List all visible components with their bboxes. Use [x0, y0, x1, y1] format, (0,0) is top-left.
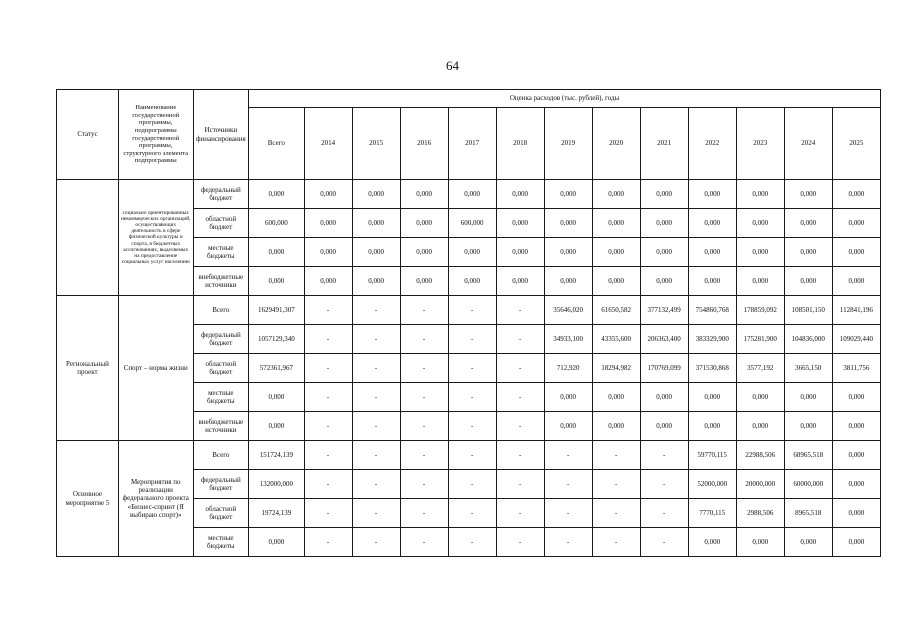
- cell-year-value: -: [352, 441, 400, 470]
- funding-source: внебюджетные источники: [193, 412, 248, 441]
- cell-year-value: 0,000: [736, 412, 784, 441]
- cell-year-value: -: [304, 499, 352, 528]
- cell-year-value: 2988,506: [736, 499, 784, 528]
- cell-year-value: 0,000: [784, 209, 832, 238]
- cell-year-value: 0,000: [640, 209, 688, 238]
- cell-year-value: -: [544, 528, 592, 557]
- cell-year-value: 0,000: [448, 180, 496, 209]
- cell-year-value: -: [592, 441, 640, 470]
- cell-year-value: 18294,982: [592, 354, 640, 383]
- row-name: Спорт – норма жизни: [118, 296, 193, 441]
- cell-total: 0,000: [249, 383, 304, 412]
- cell-year-value: 61650,582: [592, 296, 640, 325]
- header-estimate: Оценка расходов (тыс. рублей), годы: [249, 90, 881, 108]
- cell-year-value: 3811,756: [832, 354, 880, 383]
- cell-total: 600,000: [249, 209, 304, 238]
- table-row: [57, 296, 881, 325]
- row-name: Мероприятия по реализации федерального проекта «Бизнес-спринт (Я выбираю спорт)»: [118, 441, 193, 557]
- cell-total: 19724,139: [249, 499, 304, 528]
- cell-year-value: 0,000: [592, 238, 640, 267]
- header-col-2020: 2020: [592, 108, 640, 180]
- cell-year-value: -: [496, 325, 544, 354]
- cell-year-value: 0,000: [496, 180, 544, 209]
- cell-year-value: 0,000: [352, 209, 400, 238]
- header-source: Источники финансирования: [193, 90, 248, 180]
- header-col-2024: 2024: [784, 108, 832, 180]
- cell-total: 151724,139: [249, 441, 304, 470]
- cell-year-value: 0,000: [544, 180, 592, 209]
- cell-year-value: -: [400, 499, 448, 528]
- funding-source: федеральный бюджет: [193, 180, 248, 209]
- funding-source: местные бюджеты: [193, 238, 248, 267]
- cell-year-value: -: [544, 441, 592, 470]
- funding-source: внебюджетные источники: [193, 267, 248, 296]
- cell-year-value: -: [448, 383, 496, 412]
- cell-year-value: -: [640, 441, 688, 470]
- header-col-2016: 2016: [400, 108, 448, 180]
- cell-year-value: 0,000: [688, 412, 736, 441]
- cell-year-value: 0,000: [592, 209, 640, 238]
- funding-source: местные бюджеты: [193, 383, 248, 412]
- cell-year-value: 20000,000: [736, 470, 784, 499]
- cell-year-value: 0,000: [544, 238, 592, 267]
- header-col-2018: 2018: [496, 108, 544, 180]
- cell-year-value: 0,000: [640, 267, 688, 296]
- cell-year-value: 0,000: [448, 267, 496, 296]
- cell-year-value: -: [352, 325, 400, 354]
- cell-year-value: -: [592, 528, 640, 557]
- cell-year-value: -: [496, 528, 544, 557]
- cell-year-value: -: [448, 499, 496, 528]
- row-status: Региональный проект: [57, 296, 119, 441]
- cell-year-value: -: [304, 354, 352, 383]
- cell-year-value: 0,000: [736, 267, 784, 296]
- cell-year-value: 108501,150: [784, 296, 832, 325]
- cell-year-value: 0,000: [832, 267, 880, 296]
- cell-total: 1057129,340: [249, 325, 304, 354]
- cell-year-value: 0,000: [784, 238, 832, 267]
- cell-year-value: 0,000: [688, 180, 736, 209]
- cell-year-value: -: [352, 528, 400, 557]
- cell-year-value: 0,000: [736, 180, 784, 209]
- cell-year-value: 206363,400: [640, 325, 688, 354]
- cell-year-value: 112841,196: [832, 296, 880, 325]
- cell-year-value: 0,000: [736, 209, 784, 238]
- cell-year-value: -: [304, 441, 352, 470]
- header-col-2017: 2017: [448, 108, 496, 180]
- cell-year-value: 371530,868: [688, 354, 736, 383]
- header-col-2015: 2015: [352, 108, 400, 180]
- page-number: 64: [446, 58, 459, 73]
- expense-table: [56, 89, 881, 557]
- cell-year-value: -: [304, 296, 352, 325]
- cell-year-value: 8965,518: [784, 499, 832, 528]
- cell-year-value: -: [448, 354, 496, 383]
- cell-year-value: 0,000: [688, 267, 736, 296]
- row-status: Основное мероприятие 5: [57, 441, 119, 557]
- cell-year-value: -: [448, 441, 496, 470]
- cell-year-value: 0,000: [592, 412, 640, 441]
- cell-year-value: -: [448, 528, 496, 557]
- cell-year-value: 35646,020: [544, 296, 592, 325]
- cell-year-value: -: [448, 412, 496, 441]
- cell-total: 132000,000: [249, 470, 304, 499]
- cell-year-value: 22988,506: [736, 441, 784, 470]
- cell-year-value: -: [304, 470, 352, 499]
- cell-year-value: -: [352, 412, 400, 441]
- cell-year-value: -: [496, 296, 544, 325]
- cell-year-value: 0,000: [400, 180, 448, 209]
- cell-total: 0,000: [249, 267, 304, 296]
- row-name: социально ориентированных некоммерческих организаций, осуществляющих деятельность в сфере физической культуры и спорта, в бюджетных ассигнованиях, выделяемых на предоставление социальных услуг населению: [118, 180, 193, 296]
- funding-source: областной бюджет: [193, 354, 248, 383]
- table-row: [57, 180, 881, 209]
- cell-year-value: 60000,000: [784, 470, 832, 499]
- header-col-2022: 2022: [688, 108, 736, 180]
- cell-year-value: 0,000: [544, 267, 592, 296]
- cell-year-value: 0,000: [304, 209, 352, 238]
- funding-source: федеральный бюджет: [193, 470, 248, 499]
- cell-year-value: -: [400, 325, 448, 354]
- funding-source: областной бюджет: [193, 499, 248, 528]
- header-col-total: Всего: [249, 108, 304, 180]
- cell-year-value: 0,000: [784, 412, 832, 441]
- cell-year-value: 0,000: [400, 209, 448, 238]
- cell-year-value: 52000,000: [688, 470, 736, 499]
- cell-year-value: -: [352, 354, 400, 383]
- cell-year-value: 712,920: [544, 354, 592, 383]
- funding-source: областной бюджет: [193, 209, 248, 238]
- cell-total: 0,000: [249, 238, 304, 267]
- cell-year-value: 3665,150: [784, 354, 832, 383]
- cell-year-value: -: [448, 470, 496, 499]
- row-status: [57, 180, 119, 296]
- cell-year-value: -: [400, 383, 448, 412]
- header-status: Статус: [57, 90, 119, 180]
- cell-year-value: -: [496, 499, 544, 528]
- cell-year-value: -: [400, 296, 448, 325]
- cell-year-value: 377132,499: [640, 296, 688, 325]
- cell-year-value: 0,000: [688, 209, 736, 238]
- cell-year-value: 0,000: [544, 209, 592, 238]
- cell-year-value: 34933,100: [544, 325, 592, 354]
- cell-year-value: -: [592, 499, 640, 528]
- cell-year-value: 0,000: [448, 238, 496, 267]
- cell-year-value: 0,000: [592, 180, 640, 209]
- cell-year-value: 0,000: [640, 412, 688, 441]
- cell-year-value: -: [400, 441, 448, 470]
- cell-year-value: -: [496, 383, 544, 412]
- cell-year-value: 175281,900: [736, 325, 784, 354]
- cell-year-value: 0,000: [352, 238, 400, 267]
- cell-year-value: 104836,000: [784, 325, 832, 354]
- cell-year-value: 170769,099: [640, 354, 688, 383]
- cell-year-value: -: [496, 441, 544, 470]
- header-col-2025: 2025: [832, 108, 880, 180]
- cell-year-value: -: [448, 325, 496, 354]
- cell-year-value: -: [304, 383, 352, 412]
- cell-year-value: 0,000: [496, 267, 544, 296]
- cell-year-value: 0,000: [832, 441, 880, 470]
- cell-year-value: -: [640, 499, 688, 528]
- cell-total: 572361,967: [249, 354, 304, 383]
- cell-year-value: 0,000: [688, 383, 736, 412]
- cell-year-value: -: [544, 499, 592, 528]
- cell-year-value: -: [352, 470, 400, 499]
- cell-year-value: 0,000: [736, 528, 784, 557]
- cell-year-value: -: [496, 412, 544, 441]
- cell-year-value: -: [400, 470, 448, 499]
- cell-year-value: 0,000: [304, 238, 352, 267]
- cell-year-value: -: [352, 296, 400, 325]
- cell-year-value: 0,000: [304, 267, 352, 296]
- cell-year-value: 0,000: [400, 238, 448, 267]
- header-col-2014: 2014: [304, 108, 352, 180]
- cell-year-value: -: [640, 528, 688, 557]
- cell-year-value: 0,000: [592, 267, 640, 296]
- funding-source: Всего: [193, 296, 248, 325]
- cell-year-value: 0,000: [832, 528, 880, 557]
- header-col-2021: 2021: [640, 108, 688, 180]
- cell-year-value: 0,000: [784, 383, 832, 412]
- cell-year-value: 0,000: [832, 383, 880, 412]
- cell-year-value: 68965,518: [784, 441, 832, 470]
- cell-total: 0,000: [249, 180, 304, 209]
- cell-year-value: 3577,192: [736, 354, 784, 383]
- header-col-2023: 2023: [736, 108, 784, 180]
- cell-year-value: 383329,900: [688, 325, 736, 354]
- cell-year-value: -: [400, 412, 448, 441]
- cell-year-value: 0,000: [592, 383, 640, 412]
- cell-year-value: 0,000: [832, 412, 880, 441]
- cell-year-value: 0,000: [304, 180, 352, 209]
- cell-year-value: -: [304, 325, 352, 354]
- cell-year-value: -: [496, 354, 544, 383]
- cell-year-value: -: [352, 383, 400, 412]
- cell-year-value: 0,000: [544, 412, 592, 441]
- cell-year-value: 0,000: [784, 267, 832, 296]
- cell-year-value: -: [304, 528, 352, 557]
- cell-year-value: 0,000: [832, 180, 880, 209]
- header-name: Наименование государственной программы, подпрограммы государственной программы, структурного элемента подпрограммы: [118, 90, 193, 180]
- cell-year-value: 0,000: [736, 383, 784, 412]
- cell-year-value: 0,000: [400, 267, 448, 296]
- table-row: [57, 441, 881, 470]
- cell-year-value: 0,000: [640, 238, 688, 267]
- cell-year-value: 0,000: [688, 528, 736, 557]
- cell-year-value: -: [592, 470, 640, 499]
- cell-year-value: -: [352, 499, 400, 528]
- cell-year-value: 0,000: [352, 267, 400, 296]
- funding-source: местные бюджеты: [193, 528, 248, 557]
- cell-year-value: 59770,115: [688, 441, 736, 470]
- cell-year-value: 600,000: [448, 209, 496, 238]
- cell-total: 1629491,307: [249, 296, 304, 325]
- cell-year-value: 0,000: [832, 499, 880, 528]
- cell-year-value: 0,000: [736, 238, 784, 267]
- cell-year-value: 0,000: [832, 470, 880, 499]
- cell-year-value: -: [400, 528, 448, 557]
- cell-year-value: -: [448, 296, 496, 325]
- cell-year-value: 0,000: [496, 238, 544, 267]
- cell-year-value: -: [496, 470, 544, 499]
- cell-year-value: 0,000: [832, 209, 880, 238]
- cell-year-value: 0,000: [544, 383, 592, 412]
- cell-total: 0,000: [249, 528, 304, 557]
- cell-year-value: 0,000: [640, 383, 688, 412]
- cell-year-value: -: [400, 354, 448, 383]
- cell-year-value: 7770,115: [688, 499, 736, 528]
- cell-year-value: 0,000: [784, 528, 832, 557]
- header-col-2019: 2019: [544, 108, 592, 180]
- funding-source: федеральный бюджет: [193, 325, 248, 354]
- cell-year-value: 109029,440: [832, 325, 880, 354]
- table-body: [57, 90, 881, 557]
- cell-year-value: -: [544, 470, 592, 499]
- cell-year-value: 0,000: [352, 180, 400, 209]
- cell-year-value: 754860,768: [688, 296, 736, 325]
- cell-year-value: -: [640, 470, 688, 499]
- cell-year-value: 0,000: [496, 209, 544, 238]
- cell-year-value: 178859,092: [736, 296, 784, 325]
- cell-year-value: 0,000: [640, 180, 688, 209]
- funding-source: Всего: [193, 441, 248, 470]
- header-row: [57, 90, 881, 108]
- cell-year-value: 43355,600: [592, 325, 640, 354]
- cell-year-value: 0,000: [832, 238, 880, 267]
- cell-total: 0,000: [249, 412, 304, 441]
- cell-year-value: 0,000: [688, 238, 736, 267]
- cell-year-value: 0,000: [784, 180, 832, 209]
- cell-year-value: -: [304, 412, 352, 441]
